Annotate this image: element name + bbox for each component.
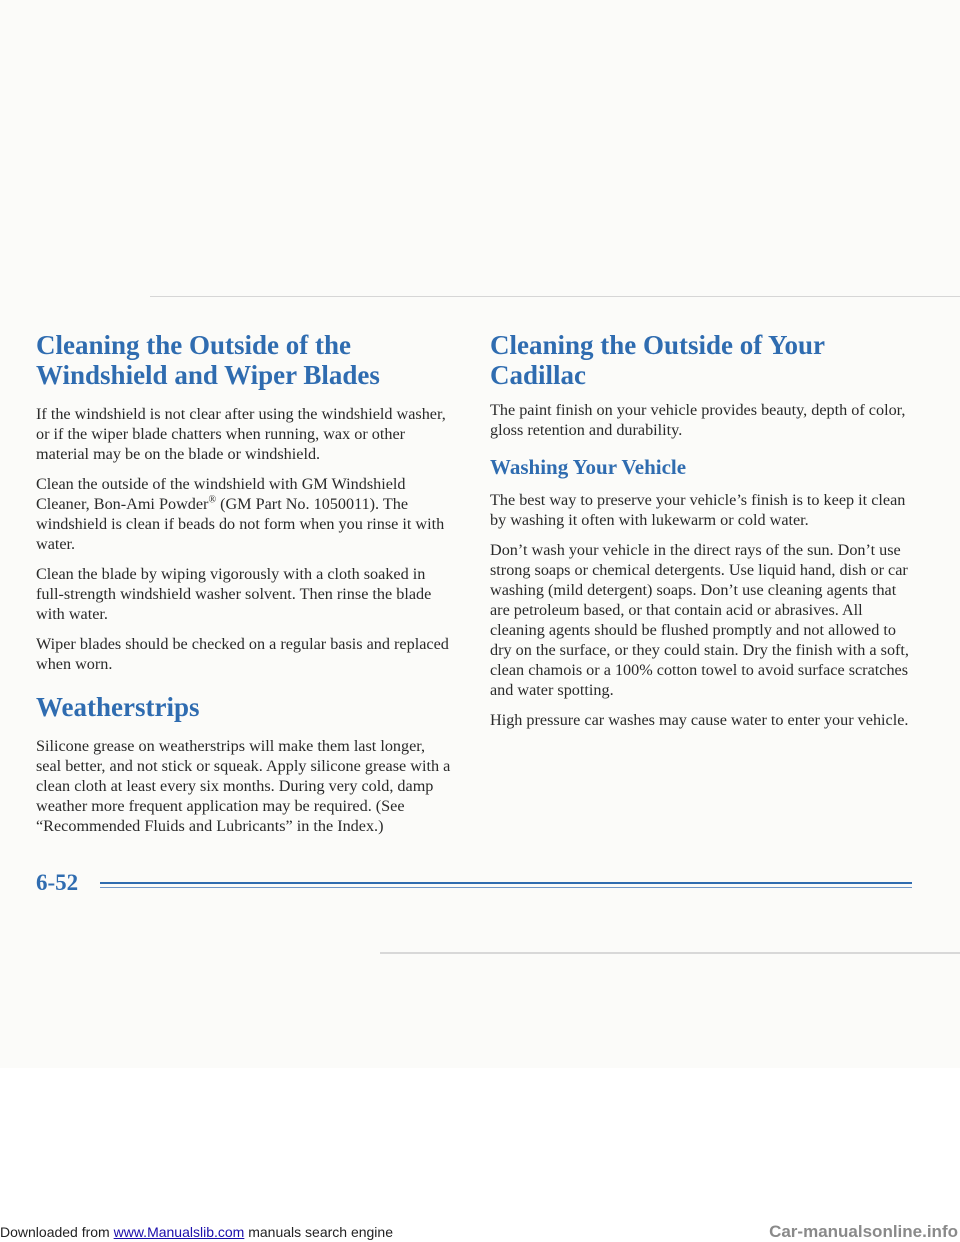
washing-paragraph-1: The best way to preserve your vehicle’s finish is to keep it clean by washing it often with lukewarm or cold water. <box>490 491 906 529</box>
download-banner <box>0 1222 960 1242</box>
watermark-text: Car-manualsonline.info <box>769 1222 958 1241</box>
banner-text <box>0 1224 393 1240</box>
windshield-paragraph-4: Wiper blades should be checked on a regular basis and replaced when worn. <box>36 635 449 673</box>
washing-heading: Washing Your Vehicle <box>490 455 687 479</box>
scan-edge <box>380 952 960 954</box>
footer-rule-thin <box>100 887 912 888</box>
banner-suffix: manuals search engine <box>244 1224 393 1240</box>
windshield-paragraph-1: If the windshield is not clear after using the windshield washer, or if the wiper blade chatters when running, wax or other material may be on the blade or windshield. <box>36 405 446 463</box>
footer-rule-thick <box>100 882 912 884</box>
top-divider <box>150 296 960 297</box>
page-footer <box>36 868 912 898</box>
page-number: 6-52 <box>36 870 79 895</box>
windshield-heading: Cleaning the Outside of the Windshield and Wiper Blades <box>36 330 380 390</box>
left-column <box>36 330 454 846</box>
manualslib-link[interactable]: www.Manualslib.com <box>113 1224 245 1240</box>
windshield-paragraph-2 <box>36 474 454 554</box>
registered-mark: ® <box>208 494 217 506</box>
banner-prefix: Downloaded from <box>0 1224 114 1240</box>
weatherstrips-heading: Weatherstrips <box>36 692 200 722</box>
windshield-paragraph-2-b: (GM Part No. 1050011). The windshield is clean if beads do not form when you rinse it with water. <box>36 495 445 553</box>
right-column <box>490 330 920 740</box>
cadillac-heading: Cleaning the Outside of Your Cadillac <box>490 330 825 390</box>
cadillac-paragraph-1: The paint finish on your vehicle provides beauty, depth of color, gloss retention and durability. <box>490 401 906 439</box>
weatherstrips-paragraph: Silicone grease on weatherstrips will make them last longer, seal better, and not stick or squeak. Apply silicone grease with a clean cloth at least every six months. During very cold, damp weather more frequent application may be required. (See “Recommended Fluids and Lubricants” in the Index.) <box>36 737 451 835</box>
washing-paragraph-2: Don’t wash your vehicle in the direct rays of the sun. Don’t use strong soaps or chemical detergents. Use liquid hand, dish or car washing (mild detergent) soaps. Don’t use cleaning agents that are petroleum based, or that contain acid or abrasives. All cleaning agents should be flushed promptly and not allowed to dry on the surface, or they could stain. Dry the finish with a soft, clean chamois or a 100% cotton towel to avoid surface scratches and water spotting. <box>490 541 909 699</box>
windshield-paragraph-3: Clean the blade by wiping vigorously with a cloth soaked in full-strength windshield washer solvent. Then rinse the blade with water. <box>36 565 432 623</box>
washing-paragraph-3: High pressure car washes may cause water to enter your vehicle. <box>490 711 909 729</box>
windshield-paragraph-2-a: Clean the outside of the windshield with GM Windshield Cleaner, Bon-Ami Powder <box>36 475 406 513</box>
